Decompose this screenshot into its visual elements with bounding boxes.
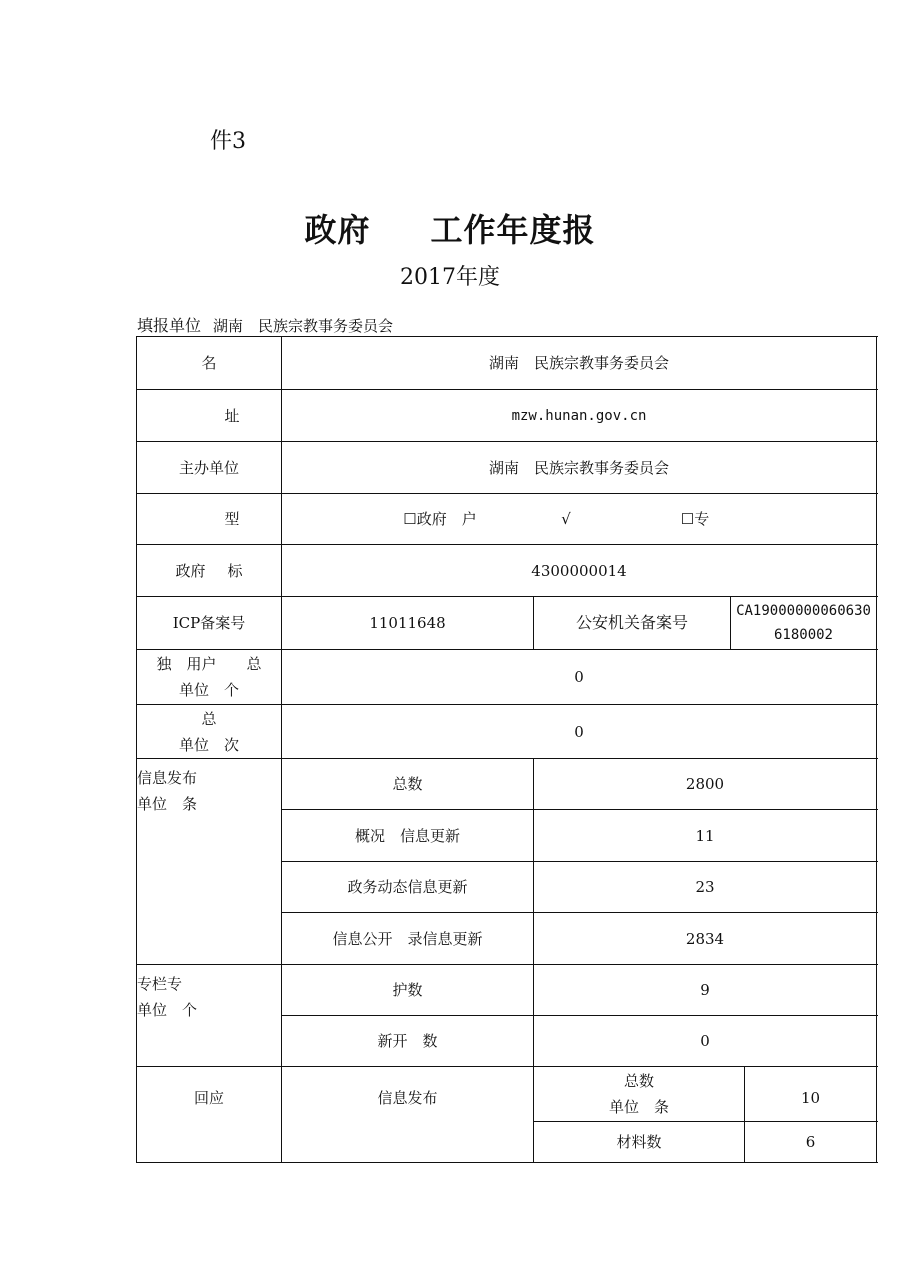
host-label: 主办单位 xyxy=(178,458,239,477)
info-disclosure-label: 信息公开 录信息更新 xyxy=(332,929,483,948)
info-release-label xyxy=(137,759,281,964)
response-total-label xyxy=(534,1067,744,1121)
visitors-label xyxy=(137,650,281,704)
type-option-checked: √ xyxy=(561,510,571,528)
gov-id-value: 4300000014 xyxy=(531,561,627,580)
info-release-label-line1: 信息发布 xyxy=(137,769,198,787)
police-record-label: 公安机关备案号 xyxy=(575,613,688,632)
response-total-label-line2: 单位 条 xyxy=(608,1098,669,1116)
info-overview-value: 11 xyxy=(695,826,715,845)
info-total-value: 2800 xyxy=(685,775,725,793)
info-disclosure-value: 2834 xyxy=(685,929,725,948)
columns-new-label: 新开 数 xyxy=(377,1032,438,1050)
gov-id-label-a: 政府 xyxy=(175,561,206,580)
title-right: 工作年度报 xyxy=(430,211,596,249)
title-left: 政府 xyxy=(304,211,371,249)
icp-label: ICP备案号 xyxy=(172,614,246,632)
report-year: 2017年度 xyxy=(400,265,500,290)
columns-new-value: 0 xyxy=(700,1032,710,1050)
info-overview-label: 概况 信息更新 xyxy=(354,826,460,845)
visits-label xyxy=(137,705,281,758)
filing-unit-value: 湖南 民族宗教事务委员会 xyxy=(213,317,394,335)
filing-unit-label: 填报单位 xyxy=(137,316,202,335)
response-total-label-line1: 总数 xyxy=(623,1072,654,1090)
address-value: mzw.hunan.gov.cn xyxy=(511,407,647,424)
info-release-label-line2: 单位 条 xyxy=(137,795,198,813)
response-label: 回应 xyxy=(193,1089,224,1107)
visits-label-line1: 总 xyxy=(201,709,217,728)
report-title xyxy=(0,205,900,251)
info-news-value: 23 xyxy=(695,878,715,896)
address-label: 址 xyxy=(224,406,240,425)
type-option-special: ☐专 xyxy=(680,510,710,528)
police-record-value xyxy=(731,597,876,649)
host-value: 湖南 民族宗教事务委员会 xyxy=(488,458,669,477)
police-record-value-line2: 6180002 xyxy=(773,627,833,643)
columns-label-line2: 单位 个 xyxy=(137,1001,198,1019)
info-news-label: 政务动态信息更新 xyxy=(347,878,468,896)
columns-label-line1: 专栏专 xyxy=(137,975,183,993)
response-material-value: 6 xyxy=(805,1133,816,1151)
gov-id-label xyxy=(137,545,281,596)
visitors-label-line2: 单位 个 xyxy=(178,681,239,699)
response-sub-label: 信息发布 xyxy=(377,1089,438,1107)
columns-maintained-value: 9 xyxy=(700,981,710,999)
gov-id-label-b: 标 xyxy=(227,561,243,580)
info-total-label: 总数 xyxy=(392,775,423,793)
columns-maintained-label: 护数 xyxy=(392,981,423,999)
visitors-label-line1: 独 用户 总 xyxy=(156,655,262,673)
response-material-label: 材料数 xyxy=(616,1133,662,1151)
response-total-value: 10 xyxy=(800,1089,821,1107)
columns-label xyxy=(137,965,281,1066)
attachment-label: 件3 xyxy=(210,129,246,154)
type-option-portal: ☐政府 户 xyxy=(403,510,477,528)
visits-label-line2: 单位 次 xyxy=(178,735,239,754)
visitors-value: 0 xyxy=(574,668,584,686)
type-label: 型 xyxy=(224,510,240,528)
name-value: 湖南 民族宗教事务委员会 xyxy=(488,354,669,372)
visits-value: 0 xyxy=(574,722,584,741)
filing-unit xyxy=(137,313,393,336)
name-label: 名 xyxy=(201,354,217,372)
police-record-value-line1: CA19000000060630 xyxy=(736,603,871,619)
icp-value: 11011648 xyxy=(369,614,446,632)
